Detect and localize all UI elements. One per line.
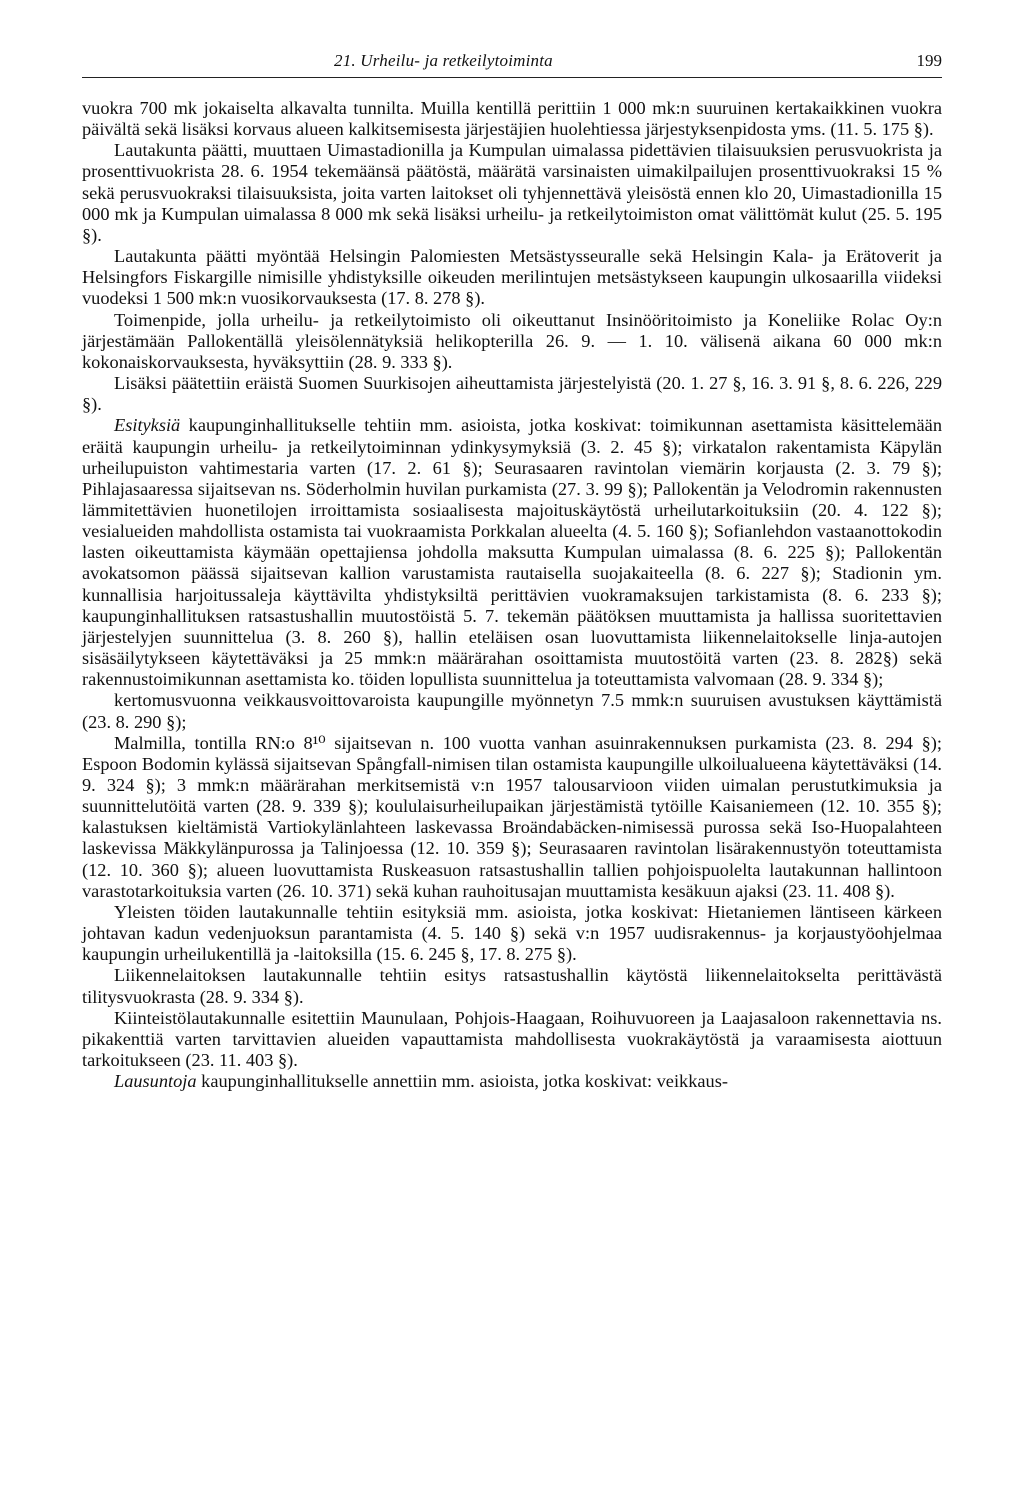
document-page	[82, 45, 942, 1465]
body-text	[82, 98, 942, 1092]
paragraph: Lautakunta päätti myöntää Helsingin Palomiesten Metsästysseuralle sekä Helsingin Kala- ja Erätoverit ja Helsingfors Fiskargille nimisille yhdistyksille oikeuden merilintujen metsästykseen kaupungin ulkosaarilla viideksi vuodeksi 1 500 mk:n vuosikorvauksesta (17. 8. 278 §).	[82, 246, 942, 309]
paragraph: Toimenpide, jolla urheilu- ja retkeilytoimisto oli oikeuttanut Insinööritoimisto ja Koneliike Rolac Oy:n järjestämään Pallokentällä yleisölennätyksiä helikopterilla 26. 9. — 1. 10. välisenä aikana 60 000 mk:n kokonaiskorvauksesta, hyväksyttiin (28. 9. 333 §).	[82, 309, 942, 372]
paragraph: Malmilla, tontilla RN:o 8¹⁰ sijaitsevan n. 100 vuotta vanhan asuinrakennuksen purkamista (23. 8. 294 §); Espoon Bodomin kylässä sijaitsevan Spångfall-nimisen tilan ostamista kaupungille ulkoilualueena käytettäväksi (14. 9. 324 §); 3 mmk:n määrärahan merkitsemistä v:n 1957 talousarvioon viiden uimalan perustutkimuksia ja suunnittelutöitä varten (28. 9. 339 §); koululaisurheilupaikan järjestämistä tytöille Kaisaniemeen (12. 10. 355 §); kalastuksen kieltämistä Vartiokylänlahteen laskevassa Broändabäcken-nimisessä purossa sekä Iso-Huopalahteen laskevissa Mäkkylänpurossa ja Talinjoessa (12. 10. 359 §); Seurasaaren ravintolan lisärakennustyön toteuttamista (12. 10. 360 §); alueen luovuttamista Ruskeasuon ratsastushallin tallien pohjoispuolelta lautakunnan hallintoon varastotarkoituksia varten (26. 10. 371) sekä kuhan rauhoitusajan muuttamista kesäkuun ajaksi (23. 11. 408 §).	[82, 732, 942, 901]
paragraph-esityksia	[82, 415, 942, 690]
running-title: 21. Urheilu- ja retkeilytoiminta	[334, 51, 553, 70]
running-head	[82, 45, 942, 78]
section-lead: Lausuntoja	[114, 1071, 197, 1092]
section-lead: Esityksiä	[114, 415, 181, 436]
paragraph: kertomusvuonna veikkausvoittovaroista kaupungille myönnetyn 7.5 mmk:n suuruisen avustuksen käyttämistä (23. 8. 290 §);	[82, 690, 942, 732]
paragraph: Yleisten töiden lautakunnalle tehtiin esityksiä mm. asioista, jotka koskivat: Hietaniemen läntiseen kärkeen johtavan kadun vedenjuoksun parantamista (4. 5. 140 §) sekä v:n 1957 uudisrakennus- ja korjaustyöohjelmaa kaupungin urheilukentillä ja -laitoksilla (15. 6. 245 §, 17. 8. 275 §).	[82, 901, 942, 965]
paragraph: Lisäksi päätettiin eräistä Suomen Suurkisojen aiheuttamista järjestelyistä (20. 1. 27 §, 16. 3. 91 §, 8. 6. 226, 229 §).	[82, 373, 942, 415]
paragraph-text: kaupunginhallitukselle tehtiin mm. asioista, jotka koskivat: toimikunnan asettamista käsittelemään eräitä kaupungin urheilu- ja retkeilytoiminnan ydinkysymyksiä (3. 2. 45 §); virkatalon rakentamista Käpylän urheilupuiston vahtimestaria varten (17. 2. 61 §); Seurasaaren ravintolan viemärin korjausta (2. 3. 79 §); Pihlajasaaressa sijaitsevan ns. Söderholmin huvilan purkamista (27. 3. 99 §); Pallokentän ja Velodromin rakennusten lämmitettävien huonetilojen irroittamista sosiaalisesta majoituskäytöstä urheilutarkoituksiin (20. 4. 122 §); vesialueiden mahdollista ostamista tai vuokraamista Porkkalan alueelta (4. 5. 160 §); Sofianlehdon vastaanottokodin lasten oikeuttamista käymään opettajiensa johdolla maksutta Kumpulan uimalassa (8. 6. 225 §); Pallokentän avokatsomon päässä sijaitsevan kallion varustamista rautaisella suojakaiteella (8. 6. 227 §); Stadionin ym. kunnallisia harjoitussaleja käyttävilta yhdistyksiltä perittävien vuokramaksujen tarkistamista (8. 6. 233 §); kaupunginhallituksen ratsastushallin muutostöistä 5. 7. tekemän päätöksen muuttamista ja hallissa suoritettavien järjestelyjen suunnittelua (3. 8. 260 §), hallin eteläisen osan luovuttamista liikennelaitokselle linja-autojen sisäsäilytykseen käytettäväksi ja 25 mmk:n määrärahan osoittamista muutostöitä varten (23. 8. 282§) sekä rakennustoimikunnan asettamista ko. töiden lopullista suunnittelua ja toteuttamista valvomaan (28. 9. 334 §);	[82, 415, 942, 690]
paragraph: Lautakunta päätti, muuttaen Uimastadionilla ja Kumpulan uimalassa pidettävien tilaisuuksien perusvuokrista ja prosenttivuokrista 28. 6. 1954 tekemäänsä päätöstä, määrätä varsinaisten uimakilpailujen prosenttivuokraksi 15 % sekä perusvuokraksi tilaisuuksista, joita varten laitokset oli tyhjennettävä yleisöstä ennen klo 20, Uimastadionilla 15 000 mk ja Kumpulan uimalassa 8 000 mk sekä lisäksi urheilu- ja retkeilytoimiston omat välittömät kulut (25. 5. 195 §).	[82, 140, 942, 245]
paragraph: vuokra 700 mk jokaiselta alkavalta tunnilta. Muilla kentillä perittiin 1 000 mk:n suuruinen kertakaikkinen vuokra päivältä sekä lisäksi korvaus alueen kalkitsemisesta järjestäjien huolehtiessa järjestyksenpidosta yms. (11. 5. 175 §).	[82, 98, 942, 140]
page-number: 199	[916, 51, 942, 70]
paragraph-lausuntoja	[82, 1071, 942, 1092]
paragraph: Liikennelaitoksen lautakunnalle tehtiin esitys ratsastushallin käytöstä liikennelaitokselta perittävästä tilitysvuokrasta (28. 9. 334 §).	[82, 965, 942, 1007]
paragraph: Kiinteistölautakunnalle esitettiin Maunulaan, Pohjois-Haagaan, Roihuvuoreen ja Laajasaloon rakennettavia ns. pikakenttiä varten tarvittavien alueiden vapauttamista mahdollisesta vuokrakäytöstä ja varaamisesta aiottuun tarkoitukseen (23. 11. 403 §).	[82, 1007, 942, 1071]
paragraph-text: kaupunginhallitukselle annettiin mm. asioista, jotka koskivat: veikkaus-	[196, 1071, 728, 1092]
